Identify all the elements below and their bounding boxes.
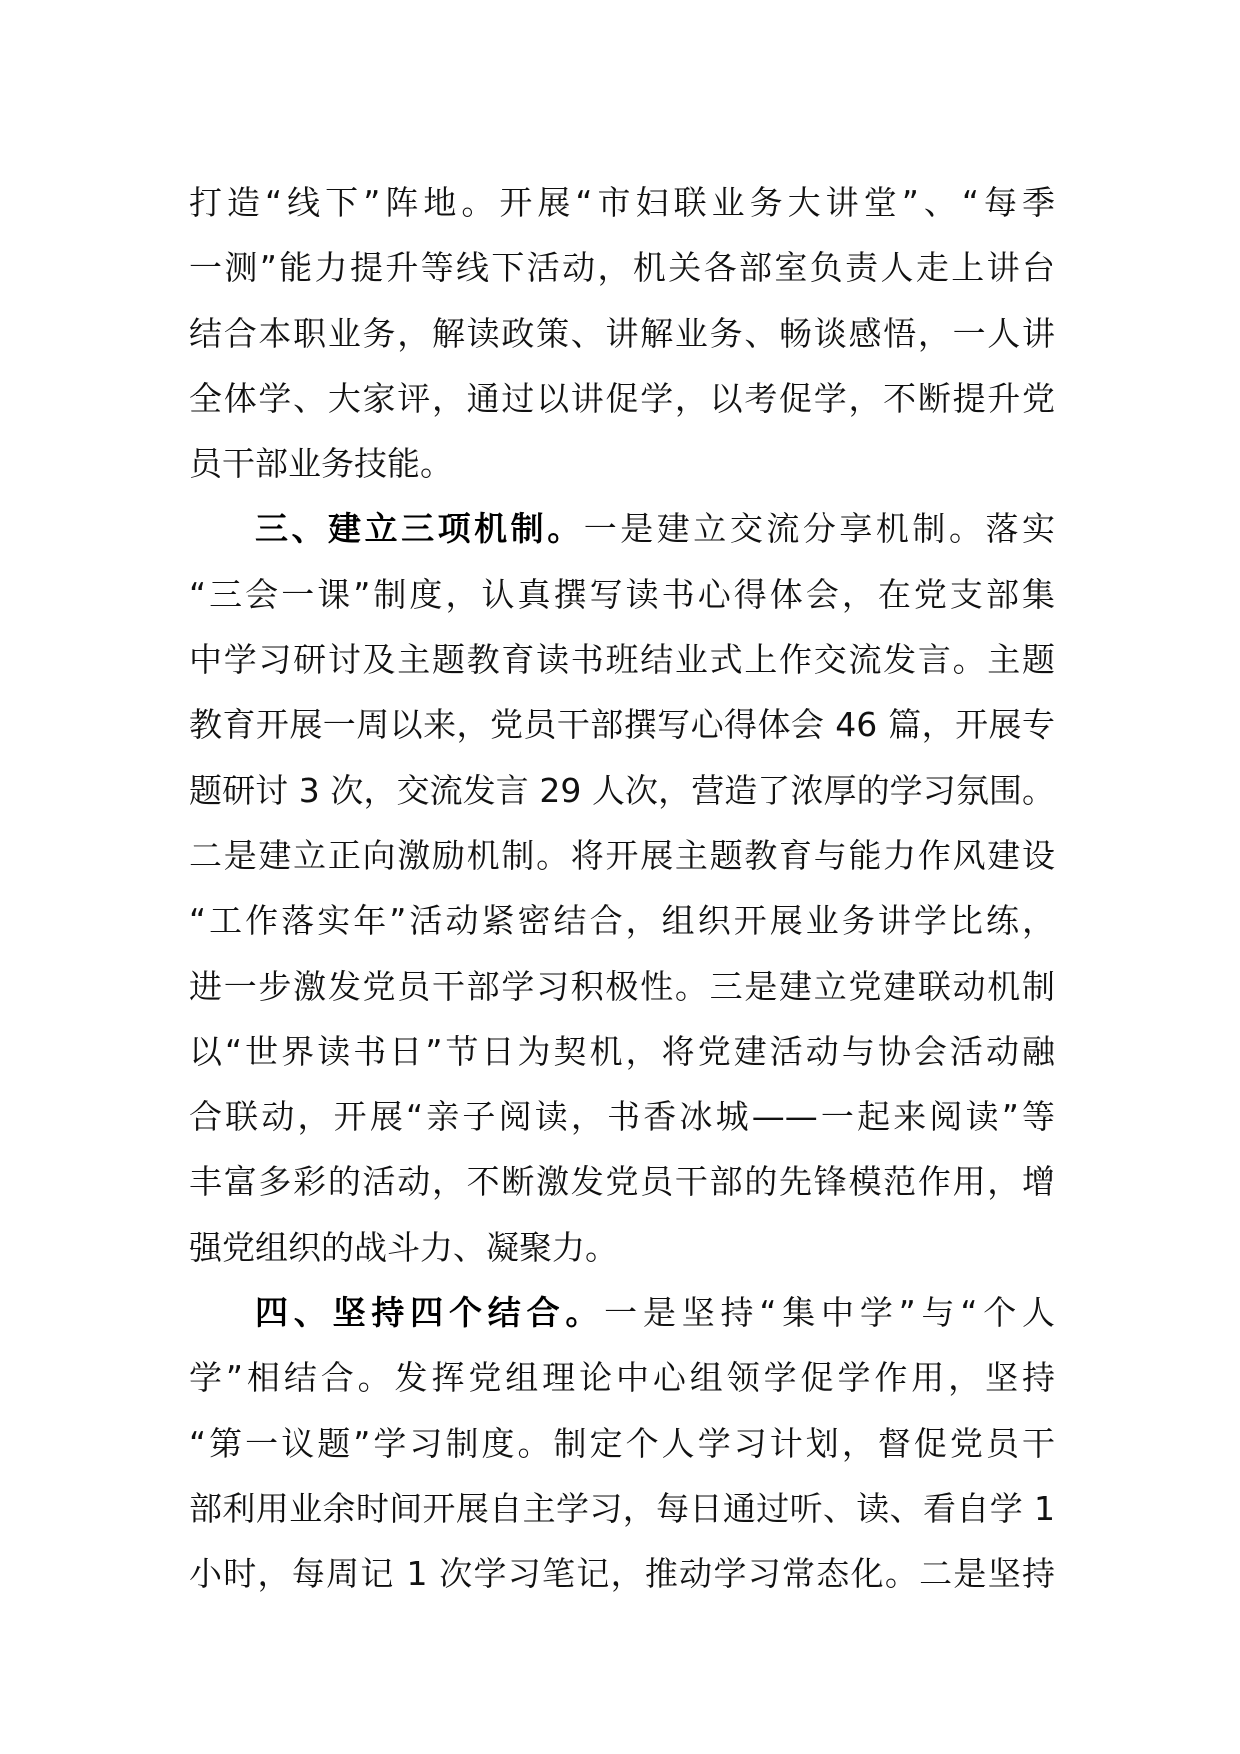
paragraph-first-line xyxy=(189,1280,1055,1345)
paragraph-three-mechanisms xyxy=(189,496,1055,1280)
text-run: 一是建立交流分享机制。落实 xyxy=(583,509,1055,549)
text-line: “工作落实年”活动紧密结合，组织开展业务讲学比练， xyxy=(189,901,1055,941)
text-line: 强党组织的战斗力、凝聚力。 xyxy=(189,1227,618,1267)
text-line: 进一步激发党员干部学习积极性。三是建立党建联动机制 xyxy=(189,966,1055,1006)
text-line: 题研讨 3 次，交流发言 29 人次，营造了浓厚的学习氛围。 xyxy=(189,770,1055,810)
text-line: 合联动，开展“亲子阅读，书香冰城——一起来阅读”等 xyxy=(189,1097,1055,1137)
section-heading: 四、坚持四个结合。 xyxy=(255,1293,605,1333)
paragraph-first-line xyxy=(189,496,1055,561)
paragraph-four-combinations xyxy=(189,1280,1055,1606)
text-line: 丰富多彩的活动，不断激发党员干部的先锋模范作用，增 xyxy=(189,1162,1055,1202)
text-run: 一是坚持“集中学”与“个人 xyxy=(604,1293,1055,1333)
text-line: 全体学、大家评，通过以讲促学，以考促学，不断提升党 xyxy=(189,378,1055,418)
text-line: 一测”能力提升等线下活动，机关各部室负责人走上讲台 xyxy=(189,248,1055,288)
section-heading: 三、建立三项机制。 xyxy=(255,509,584,549)
text-line: 员干部业务技能。 xyxy=(189,444,453,484)
text-line: 小时，每周记 1 次学习笔记，推动学习常态化。二是坚持 xyxy=(189,1554,1055,1594)
text-line: 二是建立正向激励机制。将开展主题教育与能力作风建设 xyxy=(189,835,1055,875)
text-line: 结合本职业务，解读政策、讲解业务、畅谈感悟，一人讲 xyxy=(189,313,1055,353)
text-line: “第一议题”学习制度。制定个人学习计划，督促党员干 xyxy=(189,1423,1055,1463)
text-line: 教育开展一周以来，党员干部撰写心得体会 46 篇，开展专 xyxy=(189,705,1055,745)
paragraph-offline-activities xyxy=(189,170,1055,496)
text-line: 打造“线下”阵地。开展“市妇联业务大讲堂”、“每季 xyxy=(189,183,1055,222)
text-line: 部利用业余时间开展自主学习，每日通过听、读、看自学 1 xyxy=(189,1488,1055,1528)
document-body xyxy=(189,170,1055,1607)
text-line: 学”相结合。发挥党组理论中心组领学促学作用，坚持 xyxy=(189,1358,1055,1398)
text-line: 中学习研讨及主题教育读书班结业式上作交流发言。主题 xyxy=(189,640,1055,680)
text-line: “三会一课”制度，认真撰写读书心得体会，在党支部集 xyxy=(189,574,1055,614)
text-line: 以“世界读书日”节日为契机，将党建活动与协会活动融 xyxy=(189,1031,1055,1071)
